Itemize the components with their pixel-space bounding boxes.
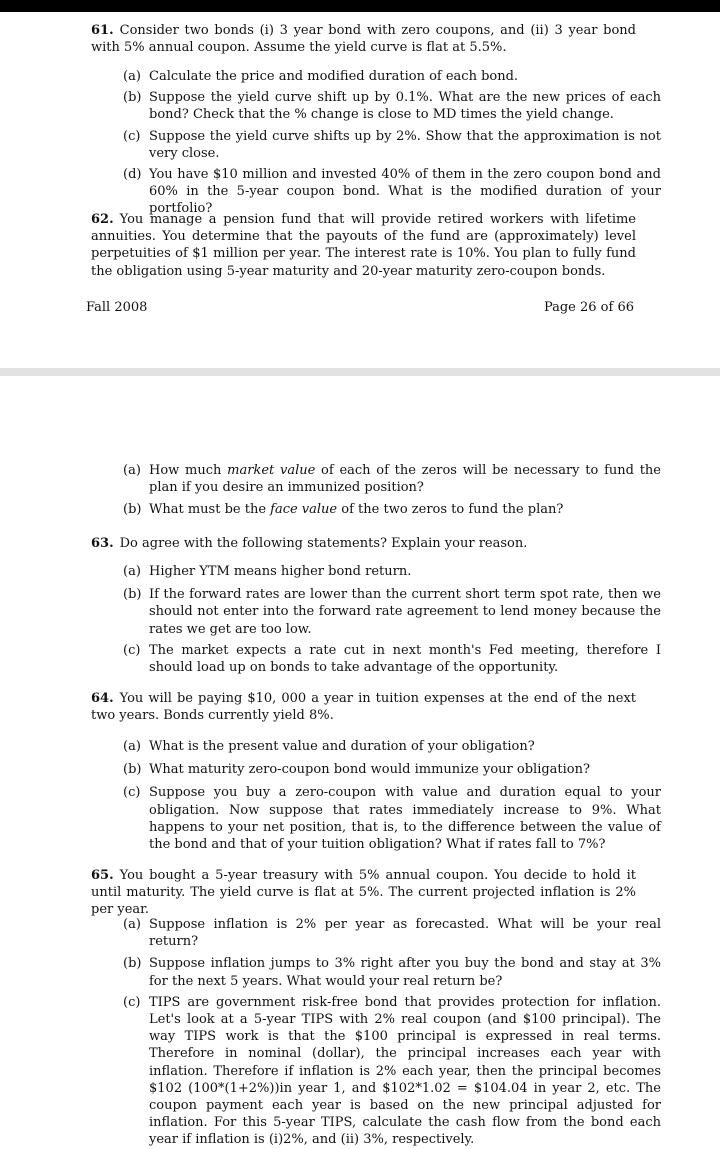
problem-text: You bought a 5-year treasury with 5% annual coupon. You decide to hold it until maturity. The yield curve is flat at 5%. The current projected inflation is 2% per year.	[91, 868, 636, 918]
part-text: You have $10 million and invested 40% of them in the zero coupon bond and 60% in the 5-year coupon bond. What is the modified duration of your portfolio?	[149, 167, 661, 217]
emphasis-text: market value	[227, 463, 316, 478]
part-d	[123, 166, 661, 218]
part-label: (b)	[123, 956, 142, 972]
problem-61-stem	[91, 22, 636, 56]
problem-64-stem	[91, 690, 636, 724]
page-separator	[0, 368, 720, 376]
part-c	[123, 784, 661, 853]
problem-text: Do agree with the following statements? Explain your reason.	[119, 536, 528, 551]
part-text: Suppose the yield curve shift up by 0.1%. What are the new prices of each bond? Check that the % change is close to MD times the yield change.	[149, 90, 661, 123]
part-a	[123, 738, 661, 755]
problem-63-parts	[0, 563, 720, 676]
document-page-26	[0, 12, 720, 368]
problem-63	[0, 535, 720, 552]
problem-number: 61.	[91, 23, 114, 38]
problem-65	[0, 867, 720, 919]
problem-text: You manage a pension fund that will provide retired workers with lifetime annuities. You determine that the payouts of the fund are (approximately) level perpetuities of $1 million per year. The interest rate is 10%. You plan to fully fund the obligation using 5-year maturity and 20-year maturity zero-coupon bonds.	[91, 212, 636, 279]
problem-62-parts	[0, 462, 720, 519]
problem-62	[0, 211, 720, 280]
part-text: The market expects a rate cut in next month's Fed meeting, therefore I should load up on bonds to take advantage of the opportunity.	[149, 642, 661, 676]
part-text: of the two zeros to fund the plan?	[337, 502, 564, 518]
part-a	[123, 462, 661, 496]
part-text: TIPS are government risk-free bond that provides protection for inflation. Let's look at a 5-year TIPS with 2% real coupon (and $100 principal). The way TIPS work is that the $100 principal is expressed in real terms. Therefore in nominal (dollar), the principal increases each year with inflation. Therefore if inflation is 2% each year, then the principal becomes $102 (100*(1+2%))in year 1, and $102*1.02 = $104.04 in year 2, etc. The coupon payment each year is based on the new principal adjusted for inflation. For this 5-year TIPS, calculate the cash flow from the bond each year if inflation is (i)2%, and (ii) 3%, respectively.	[149, 994, 661, 1148]
problem-61-parts	[0, 68, 720, 218]
part-a	[123, 563, 661, 580]
part-text: Calculate the price and modified duration of each bond.	[149, 69, 519, 84]
problem-61	[0, 22, 720, 56]
problem-62-stem	[91, 211, 636, 280]
problem-65-parts	[0, 916, 720, 1149]
part-label: (c)	[123, 994, 141, 1010]
part-a	[123, 916, 661, 950]
part-b	[123, 761, 661, 778]
problem-text: Consider two bonds (i) 3 year bond with zero coupons, and (ii) 3 year bond with 5% annual coupon. Assume the yield curve is flat at 5.5%.	[91, 23, 636, 56]
part-label: (a)	[123, 917, 141, 932]
problem-65-stem	[91, 867, 636, 919]
part-text: Higher YTM means higher bond return.	[149, 564, 412, 579]
part-b	[123, 89, 661, 123]
part-label: (a)	[123, 739, 141, 754]
part-label: (a)	[123, 69, 141, 84]
part-c	[123, 642, 661, 676]
part-text: How much	[149, 463, 228, 478]
part-label: (b)	[123, 90, 142, 106]
problem-text: You will be paying $10, 000 a year in tuition expenses at the end of the next two years. Bonds currently yield 8%.	[91, 691, 636, 724]
problem-number: 65.	[91, 868, 114, 883]
part-text: What is the present value and duration of your obligation?	[149, 739, 535, 754]
part-label: (b)	[123, 587, 142, 603]
problem-64	[0, 690, 720, 724]
part-label: (d)	[123, 167, 142, 183]
problem-number: 63.	[91, 536, 114, 551]
part-label: (b)	[123, 762, 142, 778]
part-b	[123, 955, 661, 989]
part-text: What maturity zero-coupon bond would immunize your obligation?	[149, 762, 590, 778]
part-text: If the forward rates are lower than the current short term spot rate, then we should not enter into the forward rate agreement to lend money because the rates we get are too low.	[149, 587, 661, 637]
part-b	[123, 586, 661, 638]
footer-page-number: Page 26 of 66	[543, 300, 634, 315]
problem-number: 64.	[91, 691, 114, 706]
part-label: (c)	[123, 642, 141, 658]
part-b	[123, 501, 661, 518]
part-text: Suppose the yield curve shifts up by 2%. Show that the approximation is not very close.	[149, 128, 661, 161]
part-c	[123, 128, 661, 162]
part-label: (a)	[123, 564, 141, 579]
part-label: (c)	[123, 785, 141, 801]
part-text: Suppose inflation jumps to 3% right after you buy the bond and stay at 3% for the next 5 years. What would your real return be?	[149, 956, 661, 989]
part-text: Suppose inflation is 2% per year as forecasted. What will be your real return?	[149, 917, 661, 950]
part-label: (c)	[123, 128, 141, 144]
problem-63-stem	[91, 535, 636, 552]
footer-term: Fall 2008	[86, 300, 148, 315]
part-label: (a)	[123, 463, 141, 478]
problem-number: 62.	[91, 212, 114, 227]
part-c	[123, 994, 661, 1149]
part-text: What must be the	[149, 502, 271, 518]
part-text: of each of the zeros will be necessary to fund the plan if you desire an immunized position?	[149, 463, 661, 496]
emphasis-text: face value	[270, 502, 338, 518]
top-edge-bar	[0, 0, 720, 12]
part-a	[123, 68, 661, 85]
part-label: (b)	[123, 502, 142, 518]
part-text: Suppose you buy a zero-coupon with value and duration equal to your obligation. Now suppose that rates immediately increase to 9%. What happens to your net position, that is, to the difference between the value of the bond and that of your tuition obligation? What if rates fall to 7%?	[149, 785, 661, 853]
document-page-27	[0, 376, 720, 1148]
problem-64-parts	[0, 738, 720, 853]
